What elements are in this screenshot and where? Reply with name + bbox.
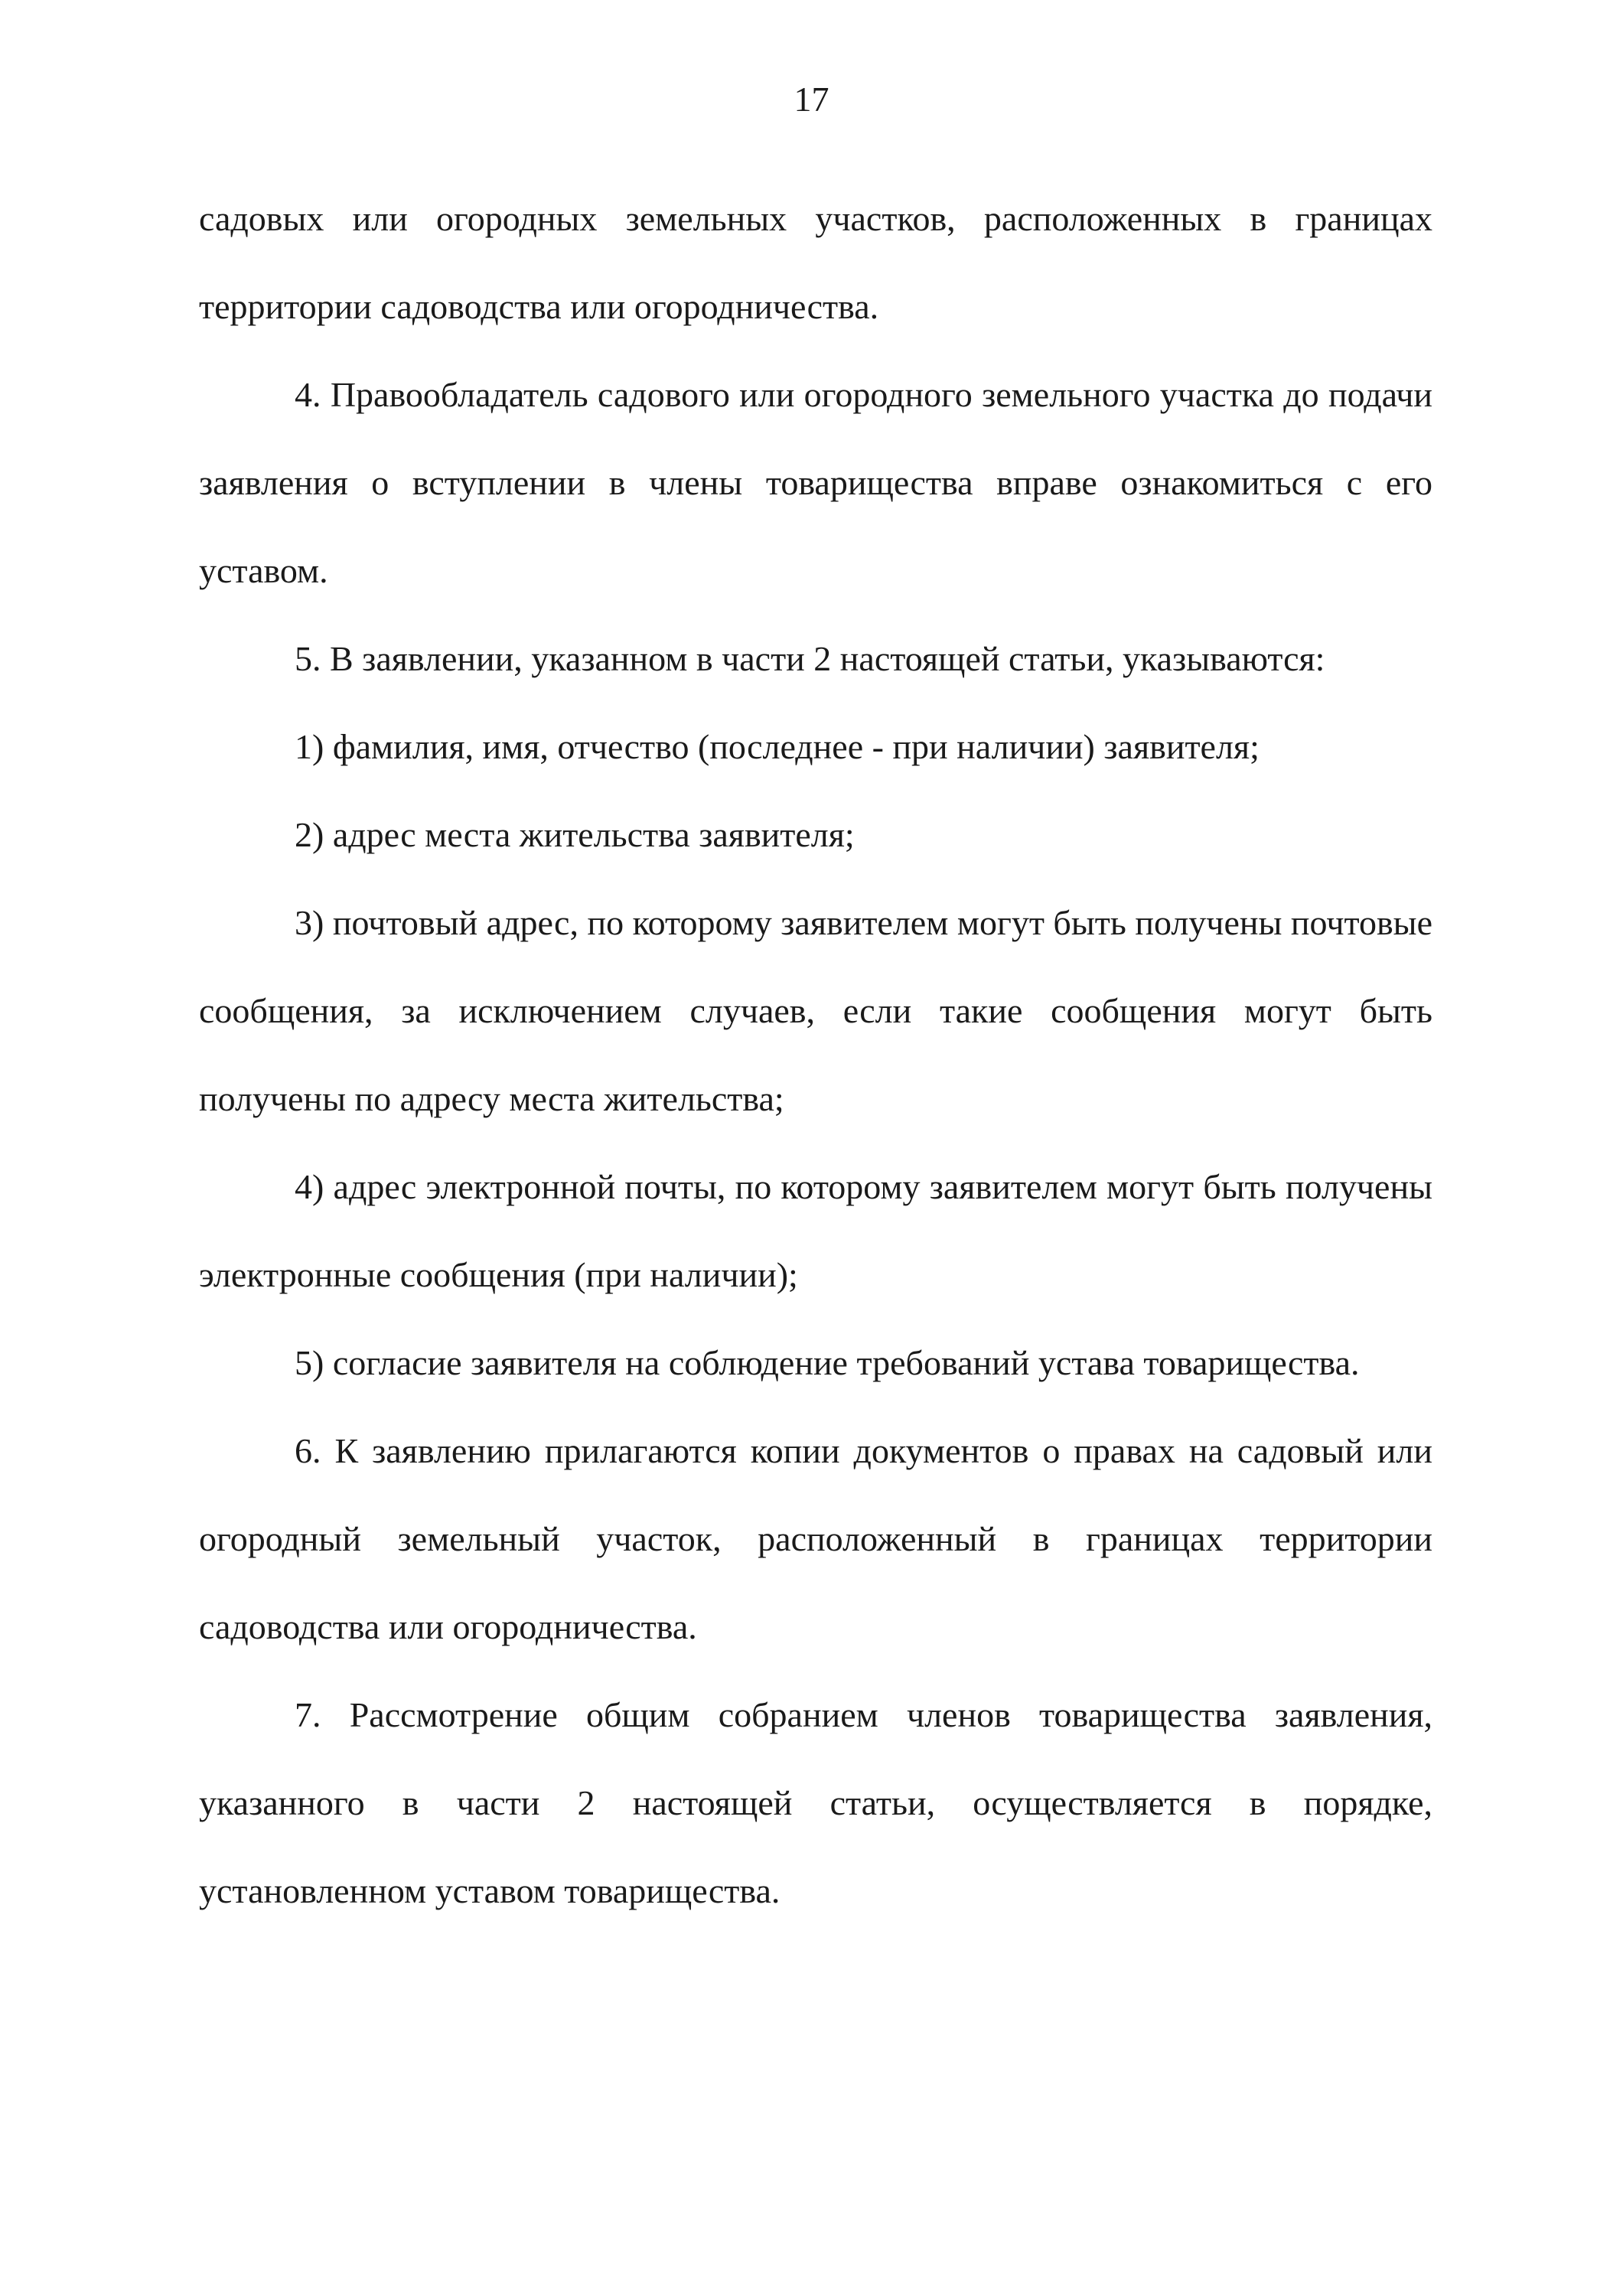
paragraph-item-5-3: 3) почтовый адрес, по которому заявителем могут быть получены почтовые сообщения, за исключением случаев, если такие сообщения могут быть получены по адресу места жительства; [199, 903, 1432, 1118]
page-number: 17 [794, 80, 829, 119]
paragraph-item-5-1: 1) фамилия, имя, отчество (последнее - при наличии) заявителя; [295, 727, 1260, 766]
paragraph-item-5: 5. В заявлении, указанном в части 2 настоящей статьи, указываются: [295, 639, 1325, 678]
paragraph-continuation: садовых или огородных земельных участков, расположенных в границах территории садоводства или огородничества. [199, 199, 1432, 326]
document-body [199, 174, 1432, 1935]
paragraph-item-5-2: 2) адрес места жительства заявителя; [295, 815, 855, 854]
paragraph-item-5-5: 5) согласие заявителя на соблюдение требований устава товарищества. [295, 1343, 1360, 1382]
paragraph-item-5-4: 4) адрес электронной почты, по которому заявителем могут быть получены электронные сообщения (при наличии); [199, 1167, 1432, 1294]
paragraph-item-6: 6. К заявлению прилагаются копии документов о правах на садовый или огородный земельный участок, расположенный в границах территории садоводства или огородничества. [199, 1431, 1432, 1646]
paragraph-item-4: 4. Правообладатель садового или огородного земельного участка до подачи заявления о вступлении в члены товарищества вправе ознакомиться с его уставом. [199, 375, 1432, 590]
paragraph-item-7: 7. Рассмотрение общим собранием членов товарищества заявления, указанного в части 2 настоящей статьи, осуществляется в порядке, установленном уставом товарищества. [199, 1695, 1432, 1910]
